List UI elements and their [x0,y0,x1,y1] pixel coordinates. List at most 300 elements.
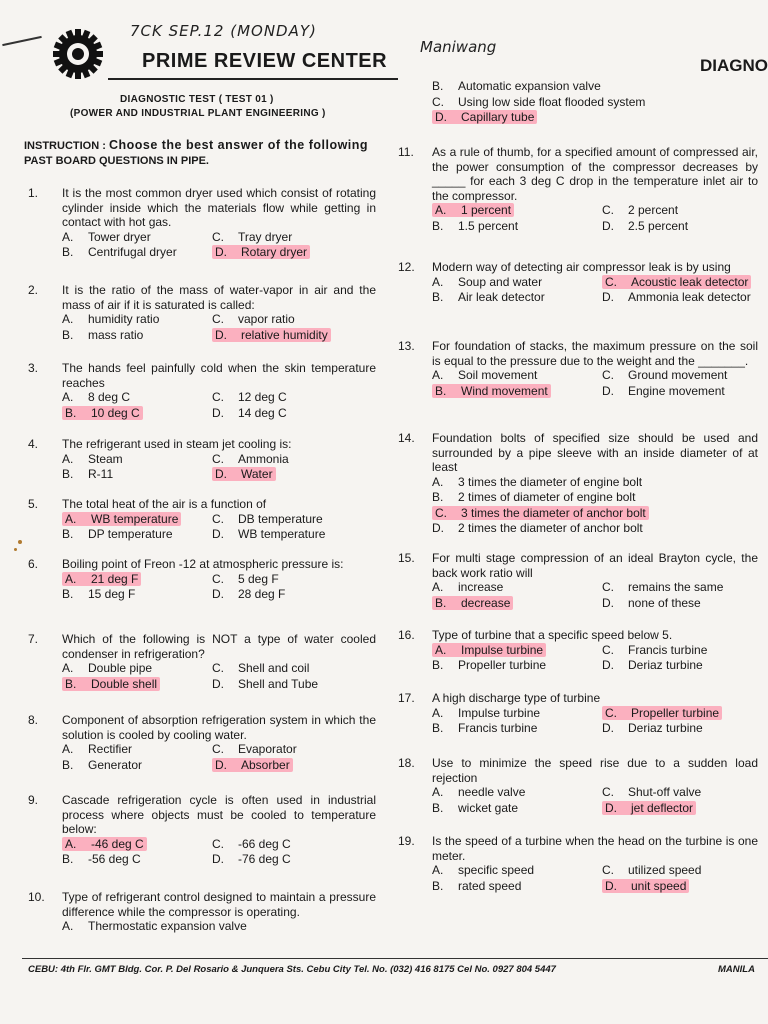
question-6 [28,557,376,602]
question-stem: The refrigerant used in steam jet cooling is: [62,437,292,451]
option-text: mass ratio [88,327,144,342]
option-letter: A. [62,919,74,933]
answer-option[interactable] [432,203,602,218]
question-number: 17. [398,691,415,705]
option-letter: B. [435,595,447,610]
option-text: 21 deg F [91,571,139,586]
answer-option[interactable] [212,677,376,692]
answer-option[interactable] [62,312,212,327]
option-letter: A. [435,203,447,217]
question-10 [28,890,376,934]
option-letter: C. [212,451,224,466]
option-text: Centrifugal dryer [88,245,177,259]
option-letter: C. [212,312,224,326]
option-letter: D. [215,467,227,481]
answer-options [62,390,376,420]
answer-option[interactable] [212,527,376,542]
answer-option[interactable] [602,785,758,800]
question-14 [398,431,758,536]
instruction-rest: PAST BOARD QUESTIONS IN PIPE. [24,155,209,167]
option-text: 1 percent [461,203,512,217]
option-text: Tray dryer [238,229,293,244]
option-text: Acoustic leak detector [631,274,749,289]
option-letter: D. [605,878,617,893]
question-number: 3. [28,361,39,375]
answer-options [432,706,758,736]
option-text: -76 deg C [238,852,291,866]
answer-option[interactable] [602,596,758,611]
option-text: Shell and Tube [238,676,319,691]
answer-option[interactable] [602,203,758,218]
answer-option[interactable] [432,706,602,721]
option-text: Absorber [241,757,290,772]
option-text: WB temperature [91,511,179,526]
question-number: 12. [398,260,415,274]
option-letter: D. [605,800,617,815]
option-letter: B. [432,218,444,233]
title-underline [108,78,398,80]
option-text: Soup and water [458,274,543,289]
option-text: DB temperature [238,511,323,526]
option-text: Soil movement [458,368,538,382]
answer-option[interactable] [62,452,212,467]
answer-options [62,512,376,542]
question-4 [28,437,376,482]
answer-options [62,742,376,772]
option-letter: A. [432,705,444,720]
option-letter: A. [432,863,444,877]
option-text: 15 deg F [88,587,136,601]
handwritten-date: 7CK SEP.12 (MONDAY) [130,22,317,40]
option-text: Generator [88,757,143,772]
answer-options [62,661,376,691]
cut-off-heading: DIAGNO [700,56,768,75]
option-text: R-11 [88,467,114,481]
answer-option[interactable] [432,79,758,94]
option-text: Thermostatic expansion valve [88,919,247,933]
option-letter: D. [212,527,224,541]
answer-option[interactable] [212,742,376,757]
option-text: Francis turbine [458,721,538,735]
option-text: Tower dryer [88,229,151,244]
option-text: Shut-off valve [628,785,702,799]
option-letter: A. [65,571,77,586]
option-text: needle valve [458,785,526,799]
answer-option[interactable] [602,721,758,736]
question-stem: Foundation bolts of specified size should be used and surrounded by a pipe sleeve with an inside diameter of at least [432,431,758,474]
answer-option[interactable] [432,368,602,383]
option-letter: C. [432,94,444,109]
option-letter: C. [605,274,617,289]
answer-option[interactable] [212,467,376,482]
option-text: increase [458,580,504,594]
option-letter: D. [602,658,614,672]
option-letter: C. [212,742,224,756]
answer-option[interactable] [432,785,602,800]
option-text: Impulse turbine [461,642,544,657]
option-letter: A. [62,312,74,326]
option-text: Ammonia [238,451,289,466]
option-letter: B. [65,676,77,691]
answer-options [432,368,758,398]
speck-mark [14,548,17,551]
test-subtitle: DIAGNOSTIC TEST ( TEST 01 ) [120,94,274,105]
answer-option[interactable] [62,406,212,421]
answer-option[interactable] [212,512,376,527]
option-letter: A. [62,742,74,756]
answer-option[interactable] [432,219,602,234]
answer-option[interactable] [432,521,758,536]
option-text: vapor ratio [238,312,295,326]
answer-option[interactable] [62,245,212,260]
question-11 [398,145,758,233]
answer-option[interactable] [602,275,758,290]
answer-option[interactable] [432,475,758,490]
option-text: Deriaz turbine [628,721,703,735]
question-stem: The total heat of the air is a function of [62,497,267,511]
answer-option[interactable] [62,328,212,343]
question-18 [398,756,758,815]
option-text: remains the same [628,580,724,594]
option-text: rated speed [458,878,522,893]
instruction-block [24,138,376,169]
option-letter: C. [212,390,224,404]
option-text: Ground movement [628,368,728,382]
option-letter: D. [212,852,224,866]
option-letter: C. [212,661,224,675]
question-number: 13. [398,339,415,353]
answer-option[interactable] [602,384,758,399]
option-letter: A. [432,274,444,289]
question-stem: A high discharge type of turbine [432,691,601,705]
option-letter: D. [602,595,614,610]
answer-option[interactable] [62,230,212,245]
question-number: 10. [28,890,45,904]
option-text: wicket gate [458,800,519,815]
answer-option[interactable] [212,852,376,867]
option-text: 12 deg C [238,390,287,404]
answer-option[interactable] [602,801,758,816]
page-title: PRIME REVIEW CENTER [142,50,388,72]
answer-option[interactable] [212,758,376,773]
answer-options [432,863,758,893]
question-16 [398,628,758,673]
option-text: humidity ratio [88,312,160,326]
subject-subtitle: (POWER AND INDUSTRIAL PLANT ENGINEERING ) [70,108,326,119]
option-text: -56 deg C [88,852,141,866]
answer-option[interactable] [212,661,376,676]
option-letter: D. [602,290,614,304]
footer [28,964,755,975]
question-number: 14. [398,431,415,445]
question-5 [28,497,376,542]
answer-option[interactable] [212,230,376,245]
option-letter: B. [432,721,444,735]
option-letter: B. [432,658,444,672]
option-text: Evaporator [238,742,297,756]
option-letter: C. [212,511,224,526]
question-stem: Modern way of detecting air compressor leak is by using [432,260,731,274]
answer-option[interactable] [432,490,758,505]
answer-option[interactable] [62,852,212,867]
option-letter: C. [212,229,224,244]
answer-options [432,79,758,125]
option-text: 8 deg C [88,390,131,404]
answer-option[interactable] [432,95,758,110]
answer-options [432,580,758,610]
question-number: 7. [28,632,39,646]
answer-option[interactable] [432,580,602,595]
answer-options [62,230,376,260]
question-9 [28,793,376,867]
option-letter: B. [62,327,74,342]
option-letter: B. [432,878,444,893]
option-text: 5 deg F [238,571,279,586]
question-stem: The hands feel painfully cold when the skin temperature reaches [62,361,376,390]
answer-option[interactable] [62,677,212,692]
answer-options [62,452,376,482]
question-15 [398,551,758,610]
option-letter: B. [432,290,444,304]
option-text: 2 times of diameter of engine bolt [458,490,636,504]
question-17 [398,691,758,736]
question-stem: Type of refrigerant control designed to maintain a pressure difference while the compressor is operating. [62,890,376,919]
question-cont [398,79,758,125]
answer-option[interactable] [212,406,376,421]
option-letter: B. [62,852,74,866]
question-stem: It is the most common dryer used which consist of rotating cylinder inside which the materials flow while getting in contact with hot gas. [62,186,376,229]
answer-options [432,643,758,673]
option-text: Air leak detector [458,290,545,304]
answer-option[interactable] [432,721,602,736]
question-13 [398,339,758,398]
option-letter: B. [435,383,447,398]
question-stem: Which of the following is NOT a type of water cooled condenser in refrigeration? [62,632,376,661]
option-text: Propeller turbine [631,705,720,720]
question-number: 4. [28,437,39,451]
option-text: Double shell [91,676,158,691]
option-text: Steam [88,451,123,466]
option-text: 28 deg F [238,587,286,601]
answer-option[interactable] [212,312,376,327]
answer-option[interactable] [602,643,758,658]
question-stem: It is the ratio of the mass of water-vapor in air and the mass of air if it is saturated is called: [62,283,376,312]
option-text: WB temperature [238,527,326,541]
footer-right: MANILA [718,964,755,975]
option-letter: D. [435,110,447,124]
option-text: Wind movement [461,383,548,398]
answer-option[interactable] [62,837,212,852]
option-letter: A. [435,642,447,657]
option-letter: C. [212,836,224,851]
answer-options [432,203,758,233]
question-12 [398,260,758,305]
answer-option[interactable] [62,512,212,527]
instruction-lead: INSTRUCTION : [24,140,106,152]
instruction-big: Choose the best answer of the following [108,138,369,152]
option-letter: B. [62,527,74,541]
option-text: 2 percent [628,203,679,217]
answer-option[interactable] [62,390,212,405]
question-1 [28,186,376,260]
option-letter: C. [605,705,617,720]
answer-option[interactable] [602,219,758,234]
answer-options [62,919,376,934]
option-letter: A. [62,390,74,404]
option-text: Ammonia leak detector [628,290,751,304]
question-number: 6. [28,557,39,571]
question-stem: For multi stage compression of an ideal Brayton cycle, the back work ratio will [432,551,758,580]
option-letter: C. [602,368,614,382]
option-letter: A. [62,451,74,466]
question-number: 11. [398,145,414,159]
answer-option[interactable] [62,742,212,757]
option-text: 2 times the diameter of anchor bolt [458,521,643,535]
option-letter: C. [212,571,224,586]
answer-option[interactable] [62,919,376,934]
option-letter: C. [602,203,614,217]
question-number: 1. [28,186,39,200]
option-letter: D. [602,218,614,233]
footer-address: CEBU: 4th Flr. GMT Bldg. Cor. P. Del Rosario & Junquera Sts. Cebu City Tel. No. (032) 416 8175 Cel No. 0927 804 5447 [28,964,556,975]
question-stem: Cascade refrigeration cycle is often used in industrial process where objects must be cooled to temperature below: [62,793,376,836]
answer-option[interactable] [62,758,212,773]
answer-option[interactable] [602,863,758,878]
question-stem: Is the speed of a turbine when the head on the turbine is one meter. [432,834,758,863]
pen-mark [2,36,42,46]
option-letter: C. [602,785,614,799]
option-text: 10 deg C [91,405,140,420]
answer-option[interactable] [432,643,602,658]
answer-option[interactable] [62,661,212,676]
option-text: 3 times the diameter of engine bolt [458,474,643,489]
answer-options [62,572,376,602]
answer-option[interactable] [62,572,212,587]
option-letter: A. [65,511,77,526]
option-text: relative humidity [241,327,328,342]
option-letter: A. [62,229,74,244]
answer-option[interactable] [432,275,602,290]
question-8 [28,713,376,772]
answer-option[interactable] [432,879,602,894]
question-stem: Use to minimize the speed rise due to a sudden load rejection [432,756,758,785]
answer-option[interactable] [212,452,376,467]
option-text: Rectifier [88,742,133,756]
option-letter: C. [602,863,614,877]
option-text: Shell and coil [238,661,310,675]
option-text: Deriaz turbine [628,658,703,672]
question-stem: For foundation of stacks, the maximum pressure on the soil is equal to the pressure due to the weight and the _______. [432,339,758,368]
answer-option[interactable] [432,110,758,125]
answer-option[interactable] [212,587,376,602]
question-2 [28,283,376,342]
option-text: Propeller turbine [458,658,547,672]
option-letter: C. [435,505,447,520]
option-text: DP temperature [88,527,173,541]
handwritten-name: Maniwang [420,38,497,56]
speck-mark [18,540,22,544]
answer-option[interactable] [62,527,212,542]
answer-options [62,837,376,867]
option-text: 1.5 percent [458,218,519,233]
answer-option[interactable] [212,328,376,343]
option-text: Using low side float flooded system [458,94,646,109]
answer-option[interactable] [602,580,758,595]
option-letter: B. [65,405,77,420]
option-text: unit speed [631,878,687,893]
answer-option[interactable] [602,706,758,721]
question-number: 2. [28,283,39,297]
option-letter: D. [432,521,444,535]
option-letter: B. [432,79,444,93]
option-text: utilized speed [628,863,702,877]
question-number: 8. [28,713,39,727]
option-text: Double pipe [88,661,153,675]
option-letter: B. [432,490,444,504]
option-letter: D. [212,676,224,691]
option-letter: A. [432,474,444,489]
answer-option[interactable] [62,467,212,482]
answer-option[interactable] [602,290,758,305]
option-letter: B. [62,467,74,481]
answer-option[interactable] [432,801,602,816]
question-number: 15. [398,551,415,565]
answer-option[interactable] [432,863,602,878]
option-letter: D. [212,587,224,601]
answer-options [432,785,758,815]
answer-option[interactable] [212,572,376,587]
answer-options [62,312,376,342]
option-letter: A. [432,785,444,799]
answer-option[interactable] [602,879,758,894]
footer-divider [22,958,768,959]
answer-options [432,275,758,305]
option-letter: D. [602,721,614,735]
answer-option[interactable] [432,596,602,611]
question-stem: Type of turbine that a specific speed below 5. [432,628,673,642]
question-stem: Boiling point of Freon -12 at atmospheric pressure is: [62,557,344,571]
option-text: Impulse turbine [458,705,541,720]
answer-option[interactable] [212,390,376,405]
question-number: 19. [398,834,415,848]
answer-option[interactable] [432,290,602,305]
option-text: -66 deg C [238,836,291,851]
option-letter: A. [65,836,77,851]
answer-option[interactable] [602,368,758,383]
answer-option[interactable] [432,506,758,521]
answer-option[interactable] [602,658,758,673]
option-letter: D. [215,757,227,772]
option-letter: B. [62,757,74,772]
option-text: decrease [461,595,511,610]
option-text: Capillary tube [461,110,535,124]
option-text: jet deflector [631,800,694,815]
option-letter: C. [602,580,614,594]
answer-option[interactable] [212,245,376,260]
option-letter: A. [432,580,444,594]
question-number: 5. [28,497,39,511]
option-text: Rotary dryer [241,245,308,259]
option-text: -46 deg C [91,836,144,851]
option-text: specific speed [458,863,535,877]
option-text: 14 deg C [238,405,287,420]
gear-logo-icon [52,28,104,80]
answer-option[interactable] [432,658,602,673]
option-letter: D. [215,245,227,259]
answer-option[interactable] [212,837,376,852]
answer-option[interactable] [432,384,602,399]
answer-option[interactable] [62,587,212,602]
